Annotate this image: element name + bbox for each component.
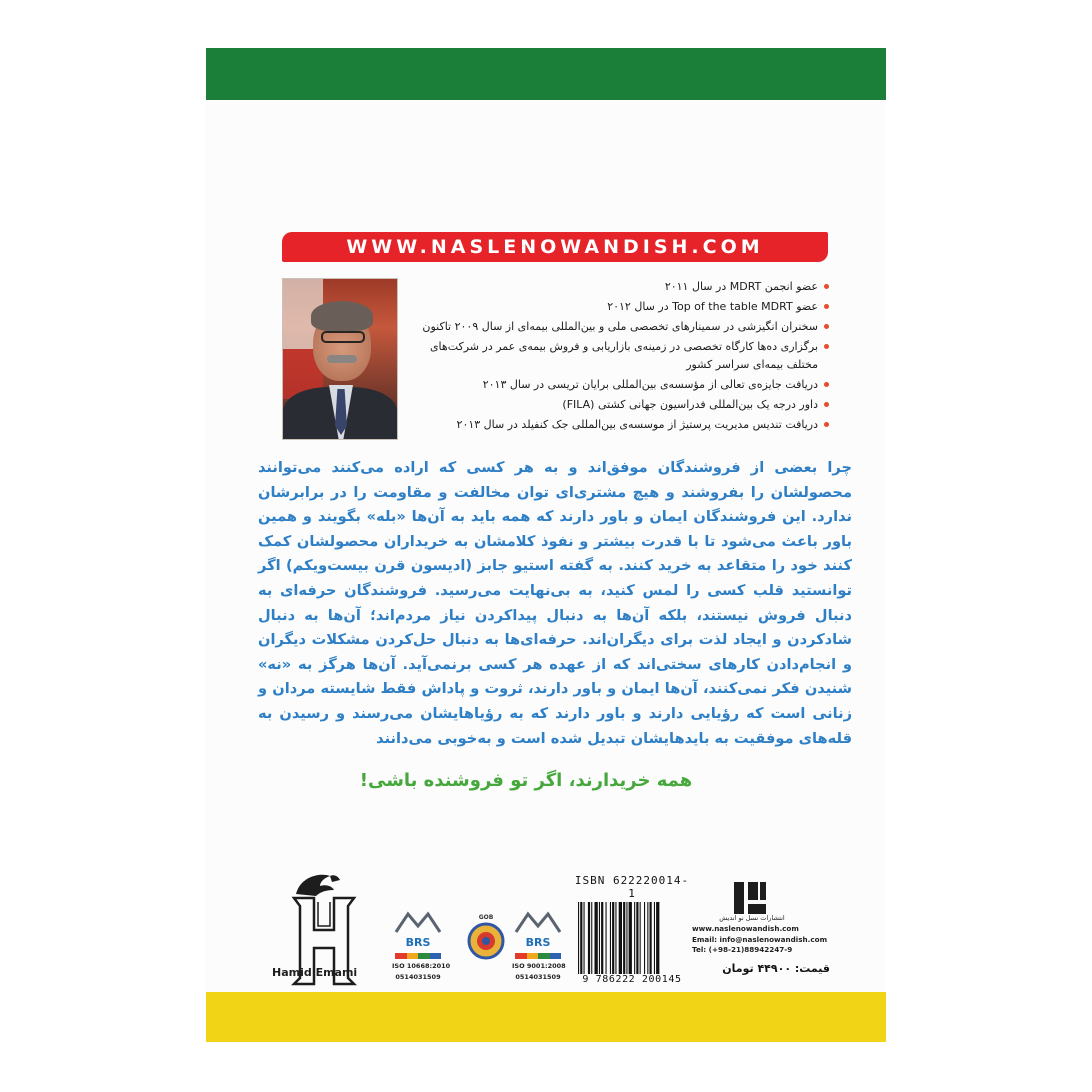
top-green-band: [206, 48, 886, 100]
bio-item: داور درجه یک بین‌المللی فدراسیون جهانی کشتی (FILA): [402, 396, 830, 414]
author-photo: [282, 278, 398, 440]
isbn-label: ISBN 622220014-1: [574, 874, 690, 900]
iso-standard: ISO 10668:2010: [392, 962, 451, 970]
slogan: همه خریدارند، اگر تو فروشنده باشی!: [359, 770, 693, 791]
barcode-icon: [574, 902, 690, 974]
gob-seal: [466, 914, 506, 970]
seal-label: GOB: [478, 914, 494, 921]
website-url: WWW.NASLENOWANDISH.COM: [346, 236, 764, 258]
bottom-yellow-band: [206, 992, 886, 1042]
bio-item: برگزاری ده‌ها کارگاه تخصصی در زمینه‌ی بازاریابی و فروش بیمه‌ی عمر در شرکت‌های مختلف بیمه‌ای سراسر کشور: [402, 338, 830, 374]
publisher-email: Email: info@naslenowandish.com: [692, 934, 828, 944]
seal-icon: [466, 921, 506, 961]
iso-9001-badge: [512, 908, 564, 982]
brs-label: BRS: [405, 936, 431, 949]
isbn-digits: 9 786222 200145: [582, 974, 682, 985]
bio-item: عضو Top of the table MDRT در سال ۲۰۱۲: [402, 298, 830, 316]
blurb-paragraph: چرا بعضی از فروشندگان موفق‌اند و به هر کسی که اراده می‌کنند می‌توانند محصولشان را بفروشند و هیچ مشتری‌ای توان مخالفت و مقاومت را در برابرشان ندارد. این فروشندگان ایمان و باور دارند که همه باید به آن‌ها «بله» بگویند و همین باور باعث می‌شود تا با قدرت بیشتر و نفوذ کلامشان به خریداران محصولشان کمک کنند خود را متقاعد به خرید کنند. به گفته استیو جابز (ادیسون قرن بیست‌ویکم) اگر توانستید قلب کسی را لمس کنید، به بی‌نهایت می‌رسید. فروشندگان حرفه‌ای به دنبال فروش نیستند، بلکه آن‌ها به دنبال پیداکردن نیاز مردم‌اند؛ آن‌ها به دنبال شادکردن و ایجاد لذت برای دیگران‌اند. حرفه‌ای‌ها به دنبال حل‌کردن مشکلات دیگران و انجام‌دادن کارهای سختی‌اند که از عهده هر کسی برنمی‌آید. آن‌ها هرگز به «نه» شنیدن فکر نمی‌کنند، آن‌ها ایمان و باور دارند، ثروت و پاداش فقط شایسته مردان و زنانی است که رؤیایی دارند و باور دارند که به رؤیاهایشان می‌رسند و رسیدن به قله‌های موفقیت به بایدهایشان تبدیل شده است و به‌خوبی می‌دانند: [258, 459, 852, 747]
bio-item: دریافت تندیس مدیریت پرستیژ از موسسه‌ی بین‌المللی جک کنفیلد در سال ۲۰۱۳: [402, 416, 830, 434]
iso-number: 0514031509: [515, 973, 561, 981]
publisher-logo-icon: [730, 878, 770, 918]
iso-number: 0514031509: [395, 973, 441, 981]
author-bio-list: [402, 278, 830, 436]
bio-item: سخنران انگیزشی در سمینارهای تخصصی ملی و بین‌المللی بیمه‌ای از سال ۲۰۰۹ تاکنون: [402, 318, 830, 336]
publisher-tel: Tel: (+98-21)88942247-9: [692, 945, 793, 954]
book-back-cover: [206, 48, 886, 1042]
publisher-contact: [692, 924, 828, 956]
author-brand-name: Hamid Emami: [272, 966, 358, 979]
website-banner: [282, 232, 828, 262]
publisher-name: انتشارات نسل نو اندیش: [719, 914, 785, 922]
iso-standard: ISO 9001:2008: [512, 962, 566, 970]
brs-label: BRS: [525, 936, 551, 949]
bio-item: عضو انجمن MDRT در سال ۲۰۱۱: [402, 278, 830, 296]
brs-mark-icon: [512, 908, 564, 936]
iso-10668-badge: [392, 908, 451, 982]
isbn-block: [574, 874, 690, 985]
price-label: قیمت: ۴۴۹۰۰ تومان: [722, 962, 830, 975]
bio-item: دریافت جایزه‌ی تعالی از مؤسسه‌ی بین‌المللی برایان تریسی در سال ۲۰۱۳: [402, 376, 830, 394]
publisher-website: www.naslenowandish.com: [692, 924, 799, 933]
brs-mark-icon: [392, 908, 444, 936]
